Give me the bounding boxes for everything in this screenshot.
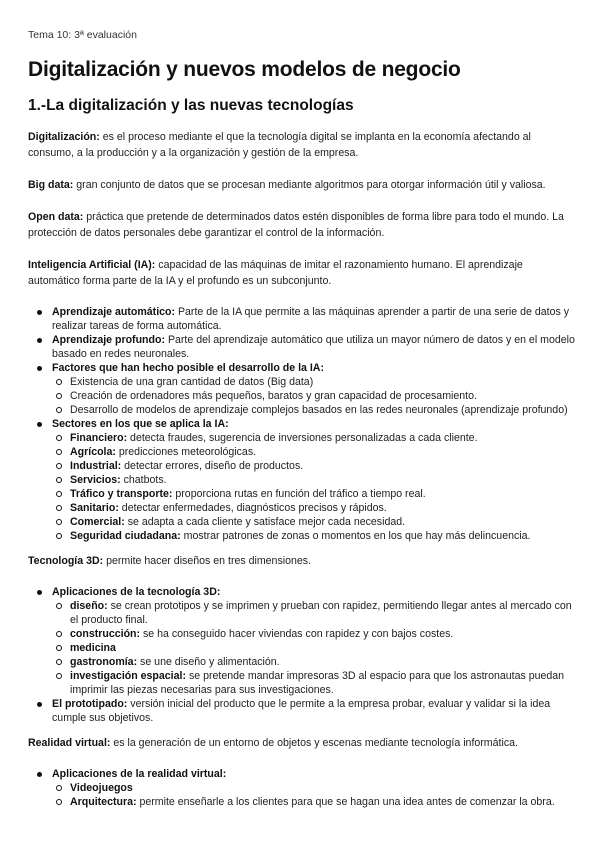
- list-item: Existencia de una gran cantidad de datos (Big data): [52, 375, 576, 389]
- document-body: [28, 129, 576, 809]
- list-item: Financiero: detecta fraudes, sugerencia de inversiones personalizadas a cada cliente.: [52, 431, 576, 445]
- aplicaciones-3d-sublist: [52, 599, 576, 697]
- list-item: El prototipado: versión inicial del producto que le permite a la empresa probar, evaluar y validar si la idea cumple sus objetivos.: [28, 697, 576, 725]
- def-realidad-virtual: Realidad virtual: es la generación de un entorno de objetos y escenas mediante tecnología informática.: [28, 737, 518, 749]
- section-heading: 1.-La digitalización y las nuevas tecnologías: [28, 97, 354, 114]
- page-header: Tema 10: 3ª evaluación: [28, 29, 137, 41]
- list-item: Agrícola: predicciones meteorológicas.: [52, 445, 576, 459]
- list-item: Arquitectura: permite enseñarle a los clientes para que se hagan una idea antes de comenzar la obra.: [52, 795, 576, 809]
- def-digitalizacion: Digitalización: es el proceso mediante el que la tecnología digital se implanta en la economía afectando al consumo, a la producción y a la organización y gestión de la empresa.: [28, 131, 531, 159]
- list-item: gastronomía: se une diseño y alimentación.: [52, 655, 576, 669]
- aplicaciones-rv-sublist: [52, 781, 576, 809]
- list-item: Desarrollo de modelos de aprendizaje complejos basados en las redes neuronales (aprendizaje profundo): [52, 403, 576, 417]
- t3d-list: [28, 585, 576, 725]
- list-item: Sanitario: detectar enfermedades, diagnósticos precisos y rápidos.: [52, 501, 576, 515]
- def-inteligencia-artificial: Inteligencia Artificial (IA): capacidad de las máquinas de imitar el razonamiento humano. El aprendizaje automático forma parte de la IA y el profundo es un subconjunto.: [28, 259, 523, 287]
- factores-sublist: [52, 375, 576, 417]
- list-item: Seguridad ciudadana: mostrar patrones de zonas o momentos en los que hay más delincuencia.: [52, 529, 576, 543]
- page-title: Digitalización y nuevos modelos de negocio: [28, 58, 461, 81]
- list-item: Videojuegos: [52, 781, 576, 795]
- list-item: Aplicaciones de la tecnología 3D: diseño: se crean prototipos y se imprimen y prueban con rapidez, permitiendo llegar antes al mercado con el producto final. construcción: se ha conseguido hacer viviendas con rapidez y con bajos costes. medicina gastronomía: se une diseño y alimentación. investigación espacial: se pretende mandar impresoras 3D al espacio para que los astronautas puedan imprimir las piezas necesarias para sus investigaciones.: [28, 585, 576, 697]
- list-item: Servicios: chatbots.: [52, 473, 576, 487]
- list-item: Tráfico y transporte: proporciona rutas en función del tráfico a tiempo real.: [52, 487, 576, 501]
- rv-list: [28, 767, 576, 809]
- list-item: Aplicaciones de la realidad virtual: Videojuegos Arquitectura: permite enseñarle a los clientes para que se hagan una idea antes de comenzar la obra.: [28, 767, 576, 809]
- def-big-data: Big data: gran conjunto de datos que se procesan mediante algoritmos para otorgar información útil y valiosa.: [28, 179, 546, 191]
- list-item: Sectores en los que se aplica la IA: Financiero: detecta fraudes, sugerencia de inversiones personalizadas a cada cliente. Agrícola: predicciones meteorológicas. Industrial: detectar errores, diseño de productos. Servicios: chatbots. Tráfico y transporte: proporciona rutas en función del tráfico a tiempo real. Sanitario: detectar enfermedades, diagnósticos precisos y rápidos. Comercial: se adapta a cada cliente y satisface mejor cada necesidad. Seguridad ciudadana: mostrar patrones de zonas o momentos en los que hay más delincuencia.: [28, 417, 576, 543]
- list-item: Aprendizaje automático: Parte de la IA que permite a las máquinas aprender a partir de una serie de datos y realizar tareas de forma automática.: [28, 305, 576, 333]
- list-item: construcción: se ha conseguido hacer viviendas con rapidez y con bajos costes.: [52, 627, 576, 641]
- ia-list: [28, 305, 576, 543]
- list-item: Industrial: detectar errores, diseño de productos.: [52, 459, 576, 473]
- list-item: investigación espacial: se pretende mandar impresoras 3D al espacio para que los astronautas puedan imprimir las piezas necesarias para sus investigaciones.: [52, 669, 576, 697]
- list-item: medicina: [52, 641, 576, 655]
- list-item: Comercial: se adapta a cada cliente y satisface mejor cada necesidad.: [52, 515, 576, 529]
- list-item: Aprendizaje profundo: Parte del aprendizaje automático que utiliza un mayor número de datos y en el modelo basado en redes neuronales.: [28, 333, 576, 361]
- sectores-sublist: [52, 431, 576, 543]
- list-item: Creación de ordenadores más pequeños, baratos y gran capacidad de procesamiento.: [52, 389, 576, 403]
- def-tecnologia-3d: Tecnología 3D: permite hacer diseños en tres dimensiones.: [28, 555, 312, 567]
- list-item: diseño: se crean prototipos y se imprimen y prueban con rapidez, permitiendo llegar antes al mercado con el producto final.: [52, 599, 576, 627]
- list-item: Factores que han hecho posible el desarrollo de la IA: Existencia de una gran cantidad de datos (Big data) Creación de ordenadores más pequeños, baratos y gran capacidad de procesamiento. Desarrollo de modelos de aprendizaje complejos basados en las redes neuronales (aprendizaje profundo): [28, 361, 576, 417]
- def-open-data: Open data: práctica que pretende de determinados datos estén disponibles de forma libre para todo el mundo. La protección de datos personales debe garantizar el control de la información.: [28, 211, 564, 239]
